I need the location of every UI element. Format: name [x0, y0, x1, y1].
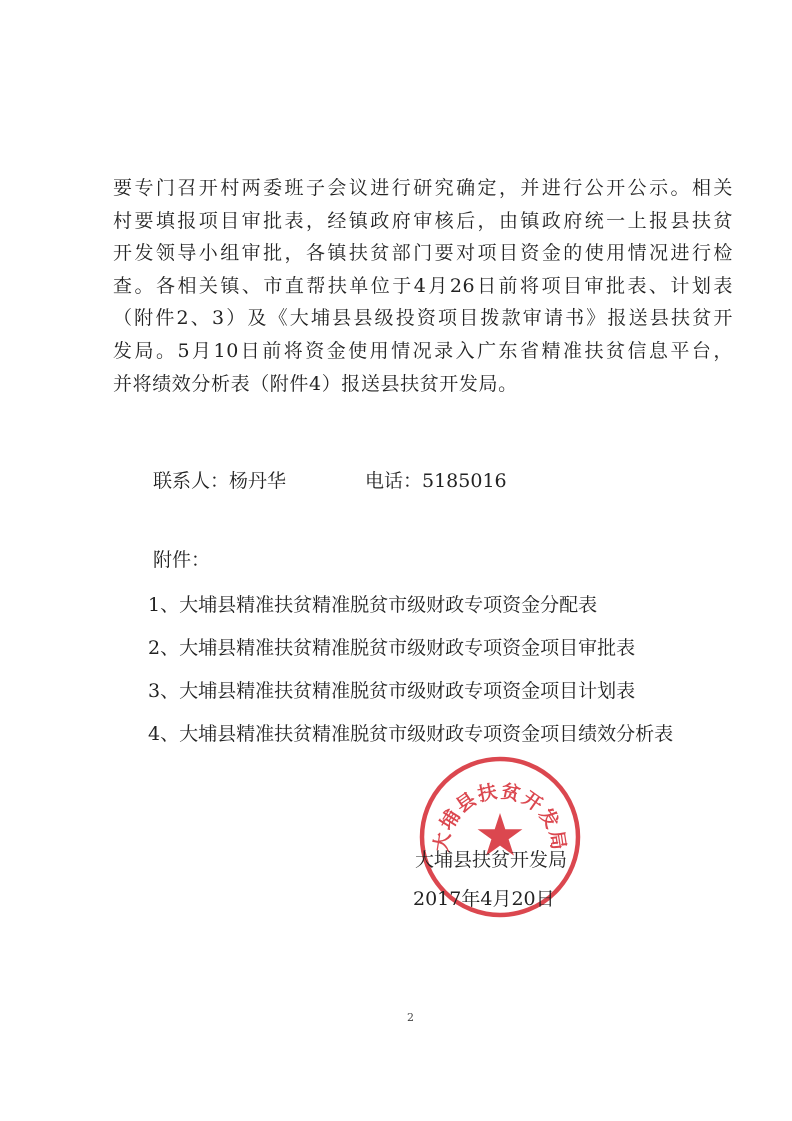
issue-date: 2017年4月20日 [413, 888, 555, 910]
attachment-item: 1、大埔县精准扶贫精准脱贫市级财政专项资金分配表 [148, 594, 598, 616]
attachments-title: 附件： [153, 549, 211, 571]
attachment-item: 2、大埔县精准扶贫精准脱贫市级财政专项资金项目审批表 [148, 637, 636, 659]
page-number: 2 [407, 1011, 414, 1024]
seal-text-path: 大埔县扶贫开发局 [430, 780, 570, 854]
contact-phone: 电话：5185016 [365, 470, 507, 492]
attachment-item: 3、大埔县精准扶贫精准脱贫市级财政专项资金项目计划表 [148, 680, 636, 702]
issuer-name: 大埔县扶贫开发局 [415, 849, 568, 871]
body-paragraph [113, 172, 733, 400]
contact-person: 联系人：杨丹华 [153, 470, 287, 492]
contact-line [153, 466, 507, 493]
paragraph-line: （附件2、3）及《大埔县县级投资项目拨款审请书》报送县扶贫开 [113, 307, 733, 330]
paragraph-line: 查。各相关镇、市直帮扶单位于4月26日前将项目审批表、计划表 [113, 274, 733, 297]
paragraph-line: 并将绩效分析表（附件4）报送县扶贫开发局。 [113, 372, 518, 395]
attachment-item: 4、大埔县精准扶贫精准脱贫市级财政专项资金项目绩效分析表 [148, 723, 674, 745]
paragraph-line: 发局。5月10日前将资金使用情况录入广东省精准扶贫信息平台， [113, 339, 733, 362]
paragraph-line: 村要填报项目审批表，经镇政府审核后，由镇政府统一上报县扶贫 [113, 209, 733, 232]
attachments-list [148, 590, 673, 762]
paragraph-line: 要专门召开村两委班子会议进行研究确定，并进行公开公示。相关 [113, 177, 733, 199]
paragraph-line: 开发领导小组审批，各镇扶贫部门要对项目资金的使用情况进行检 [113, 242, 733, 265]
